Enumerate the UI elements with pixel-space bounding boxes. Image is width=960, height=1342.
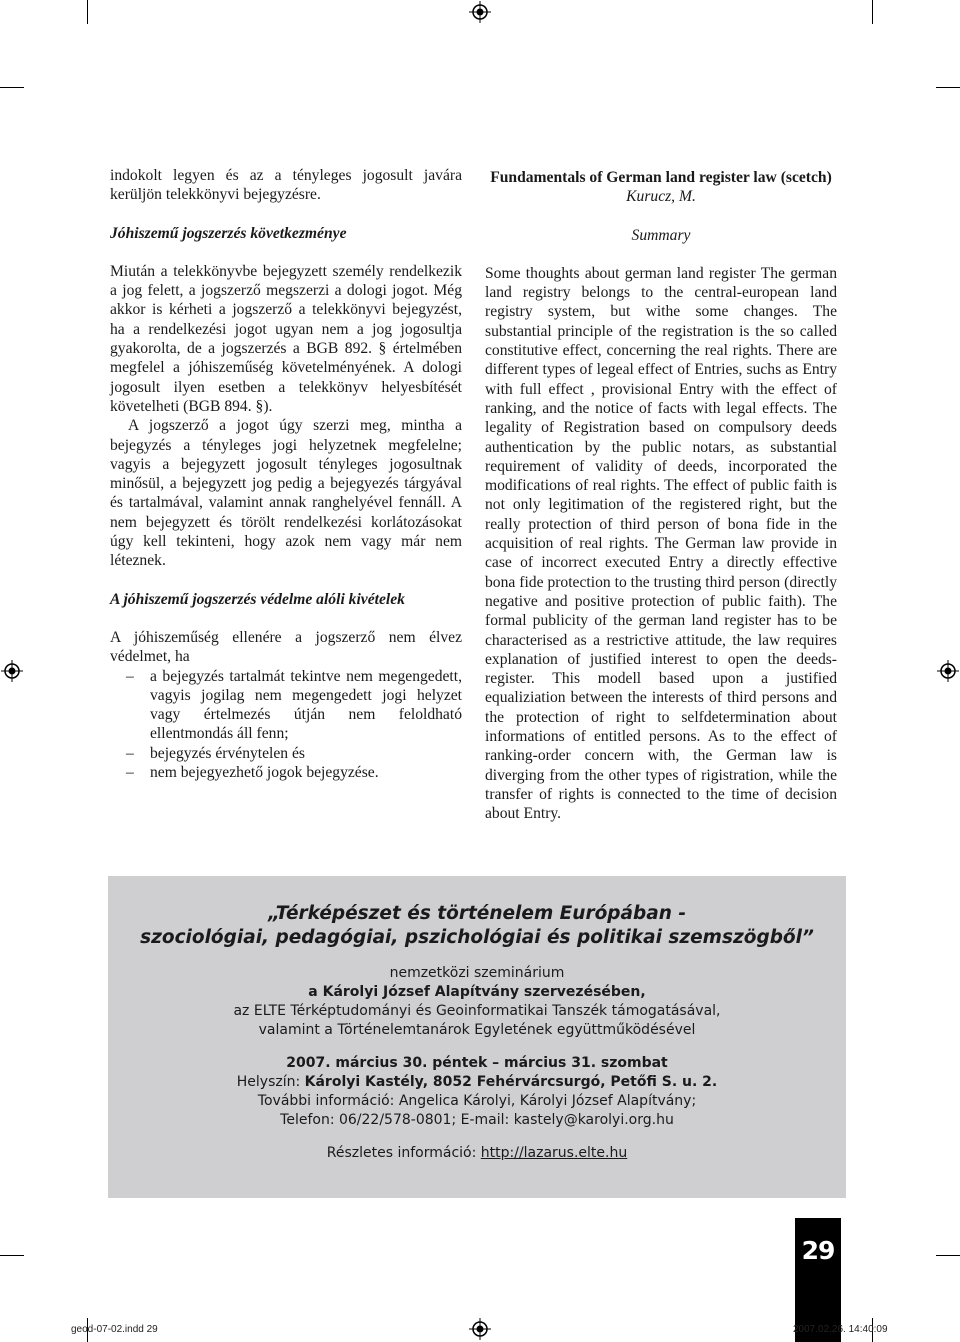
exception-list — [110, 667, 462, 783]
left-column — [110, 166, 462, 782]
list-item: – nem bejegyezhető jogok bejegyzése. — [110, 763, 462, 782]
section-heading: Jóhiszemű jogszerzés következménye — [110, 224, 347, 242]
summary-heading: Summary — [631, 226, 691, 244]
details-link[interactable]: http://lazarus.elte.hu — [480, 1145, 628, 1161]
right-column — [485, 168, 837, 824]
venue-value: Károlyi Kastély, 8052 Fehérvárcsurgó, Petőfi S. u. 2. — [304, 1074, 718, 1090]
crop-mark — [872, 0, 873, 24]
banner-details — [108, 1144, 846, 1163]
article-author: Kurucz, M. — [626, 188, 696, 206]
banner-venue — [108, 1073, 846, 1092]
banner-title-line: „Térképészet és történelem Európában - — [267, 903, 687, 924]
venue-label: Helyszín: — [236, 1074, 301, 1090]
page-number: 29 — [795, 1218, 841, 1342]
paragraph: indokolt legyen és az a tényleges jogosult javára kerüljön telekkönyvi bejegyzésre. — [110, 167, 462, 204]
crop-mark — [0, 1255, 24, 1256]
slug-filename: geod-07-02.indd 29 — [71, 1324, 158, 1335]
slug-timestamp: 2007.02.26. 14:40:09 — [793, 1324, 888, 1335]
banner-organizer: a Károlyi József Alapítvány szervezésében, — [308, 984, 646, 1000]
banner-title-line: szociológiai, pedagógiai, pszichológiai és politikai szemszögből” — [140, 927, 814, 948]
banner-info: További információ: Angelica Károlyi, Károlyi József Alapítvány; — [257, 1093, 697, 1109]
section-heading: A jóhiszemű jogszerzés védelme alóli kivételek — [110, 590, 405, 608]
summary-text: Some thoughts about german land register The german land registry belongs to the central-european land registry system, but withe some changes. The substantial principle of the registration is the so called constitutive effect, concerning the real rights. There are different types of legeal effect of Entries, suchs as Entry with full effect , provisional Entry with the effect of ranking, and the notice of facts with legal effects. The legality of Registration based on compulsory deeds authentication by the public notars, as substantial requirement of validity of deeds, incorporated the modifications of real rights. The effect of public faith is not only legitimation of the registered right, but the really protection of third person of bona fide in the acquisition of real rights. The German law provide in case of incorrect executed Entry a directly effective bona fide protection to the trusting third person (directly negative and positive protection of public faith). The formal publicity of the german land register has to be characterised as a restrictive attitude, the law requires explanation of justified interest to open the deeds-register. This modell based upon a justified equaliziation between the interests of third persons and the protection of right to selfdetermination about informations of entitled persons. As to the effect of ranking-order concern with, the German law is diverging from the other types of rigistration, while the transfer of rights is connected to the time of decision about Entry. — [485, 264, 837, 823]
registration-mark-icon — [469, 1, 491, 23]
event-banner — [108, 876, 846, 1198]
banner-date: 2007. március 30. péntek – március 31. szombat — [286, 1055, 668, 1071]
registration-mark-icon — [937, 660, 959, 682]
crop-mark — [936, 1255, 960, 1256]
paragraph: A jogszerző a jogot úgy szerzi meg, mintha a bejegyzés a tényleges jogi helyzetnek megfelelne; vagyis a bejegyzett jogosult tényleges jogosultnak minősül, a bejegyzett jog pedig a bejegyezés tárgyával és tartalmával, valamint annak ranghelyével fennáll. A nem bejegyzett és törölt rendelkezési korlátozásokat úgy kell tekinteni, hogy azok nem vagy már nem léteznek. — [110, 417, 462, 570]
banner-line: az ELTE Térképtudományi és Geoinformatikai Tanszék támogatásával, — [233, 1003, 721, 1019]
crop-mark — [936, 87, 960, 88]
registration-mark-icon — [1, 660, 23, 682]
list-item: – a bejegyzés tartalmát tekintve nem megengedett, vagyis jogilag nem megengedett jogi helyzet vagy értelmezés útján nem feloldható ellentmondás áll fenn; — [110, 667, 462, 744]
details-label: Részletes információ: — [326, 1145, 477, 1161]
article-title: Fundamentals of German land register law (scetch) — [490, 169, 832, 186]
paragraph: A jóhiszeműség ellenére a jogszerző nem élvez védelmet, ha — [110, 628, 462, 666]
crop-mark — [0, 87, 24, 88]
registration-mark-icon — [469, 1318, 491, 1340]
list-item: – bejegyzés érvénytelen és — [110, 744, 462, 763]
banner-contact: Telefon: 06/22/578-0801; E-mail: kastely@karolyi.org.hu — [280, 1112, 674, 1128]
banner-line: valamint a Történelemtanárok Egyletének együttműködésével — [258, 1022, 696, 1038]
crop-mark — [87, 0, 88, 24]
banner-line: nemzetközi szeminárium — [389, 965, 565, 981]
paragraph: Miután a telekkönyvbe bejegyzett személy rendelkezik a jog felett, a jogszerző megszerzi a dologi jogot. Még akkor is kérheti a jogszerző a telekkönyvi bejegyzést, ha a rendelkezési jogot ugyan nem a jog jogosultja gyakorolta, de a jogszerzés a BGB 892. § értelmében megfelel a jóhiszeműség követelményének. A dologi jogosult ilyen esetben a telekkönyv helyesbítését követelheti (BGB 894. §). — [110, 262, 462, 415]
